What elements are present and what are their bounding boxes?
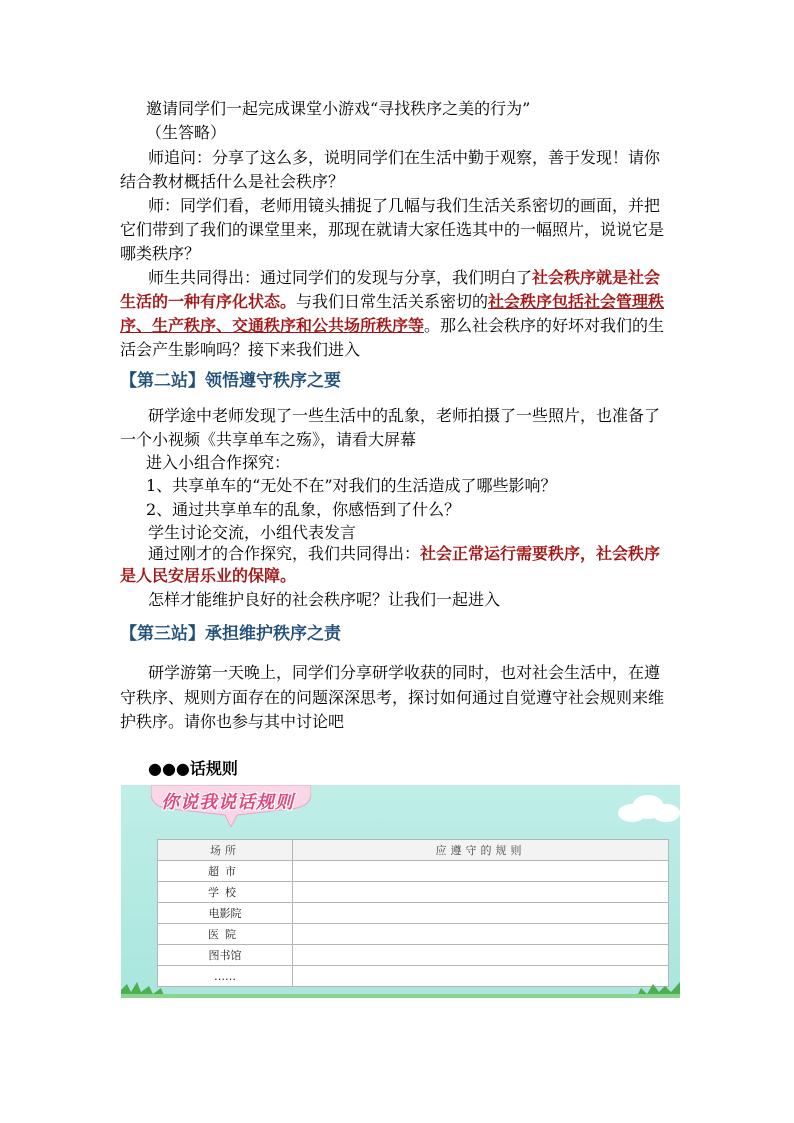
place-cell: 学校 — [158, 882, 293, 903]
place-cell: 医院 — [158, 924, 293, 945]
table-row — [158, 945, 669, 966]
banner-title: 你说我说话规则 — [161, 792, 294, 813]
paragraph-teacher-photo-line3: 哪类秩序？ — [120, 244, 201, 263]
emphasis-order-types-end: 序、生产秩序、交通秩序和公共场所秩序等 — [120, 316, 425, 335]
paragraph-conclusion-line4: 活会产生影响吗？接下来我们进入 — [120, 340, 361, 359]
emphasis-order-types: 社会秩序包括社会管理秩 — [488, 292, 665, 311]
place-cell: 超市 — [158, 861, 293, 882]
section-heading-station2: 【第二站】领悟遵守秩序之要 — [120, 371, 341, 391]
section-heading-station3: 【第三站】承担维护秩序之责 — [120, 624, 341, 644]
header-place: 场所 — [158, 840, 293, 861]
table-row — [158, 861, 669, 882]
section3-line3: 护秩序。请你也参与其中讨论吧 — [120, 712, 345, 731]
section2-line4: 学生讨论交流，小组代表发言 — [148, 523, 357, 542]
place-cell: …… — [158, 966, 293, 987]
section2-line6 — [0, 564, 794, 588]
section2-question2: 2、通过共享单车的乱象，你感悟到了什么？ — [146, 500, 461, 519]
paragraph-teacher-question-line1: 师追问：分享了这么多，说明同学们在生活中勤于观察，善于发现！请你 — [148, 148, 661, 167]
emphasis-society-needs-order: 社会正常运行需要秩序，社会秩序 — [420, 544, 661, 563]
section2-question1: 1、共享单车的“无处不在”对我们的生活造成了哪些影响？ — [146, 476, 557, 495]
paragraph-teacher-photo-line1: 师：同学们看，老师用镜头捕捉了几幅与我们生活关系密切的画面，并把 — [148, 196, 661, 215]
activity-title: ●●●话规则 — [148, 759, 238, 778]
table-row — [158, 924, 669, 945]
emphasis-definition: 社会秩序就是社会 — [532, 268, 661, 287]
rule-cell[interactable] — [293, 945, 669, 966]
rule-cell[interactable] — [293, 861, 669, 882]
section2-line2: 一个小视频《共享单车之殇》，请看大屏幕 — [120, 430, 417, 449]
place-cell: 图书馆 — [158, 945, 293, 966]
table-header-row — [158, 840, 669, 861]
section3-line1: 研学游第一天晚上，同学们分享研学收获的同时，也对社会生活中，在遵 — [148, 663, 661, 682]
table-row — [158, 903, 669, 924]
place-cell: 电影院 — [158, 903, 293, 924]
paragraph-teacher-question-line2: 结合教材概括什么是社会秩序？ — [120, 172, 345, 191]
table-row — [158, 882, 669, 903]
section2-line7: 怎样才能维护良好的社会秩序呢？让我们一起进入 — [148, 590, 501, 609]
emphasis-guarantee: 是人民安居乐业的保障。 — [120, 566, 297, 585]
paragraph-teacher-photo-line2: 它们带到了我们的课堂里来，那现在就请大家任选其中的一幅照片，说说它是 — [120, 220, 665, 239]
grass-decoration — [121, 980, 680, 998]
rule-cell[interactable] — [293, 924, 669, 945]
section2-line3: 进入小组合作探究： — [146, 453, 291, 472]
paragraph-conclusion-line1: 师生共同得出：通过同学们的发现与分享，我们明白了社会秩序就是社会 — [148, 268, 661, 287]
paragraph-conclusion-line3: 序、生产秩序、交通秩序和公共场所秩序等。那么社会秩序的好坏对我们的生 — [120, 316, 665, 335]
paragraph-game-invite: 邀请同学们一起完成课堂小游戏“寻找秩序之美的行为” — [146, 99, 531, 118]
section2-line1: 研学途中老师发现了一些生活中的乱象，老师拍摄了一些照片，也准备了 — [148, 406, 661, 425]
rule-cell[interactable] — [293, 882, 669, 903]
section3-line2: 守秩序、规则方面存在的问题深深思考，探讨如何通过自觉遵守社会规则来维 — [120, 688, 665, 707]
cloud-icon — [610, 793, 680, 823]
rule-cell[interactable] — [293, 903, 669, 924]
emphasis-definition-end: 生活的一种有序化状态。 — [120, 292, 297, 311]
rules-worksheet-figure — [121, 785, 680, 998]
rules-table — [157, 839, 669, 987]
section2-line5: 通过刚才的合作探究，我们共同得出：社会正常运行需要秩序，社会秩序 — [148, 544, 661, 563]
paragraph-student-answer: （生答略） — [146, 123, 227, 142]
header-rules: 应遵守的规则 — [293, 840, 669, 861]
paragraph-conclusion-line2: 生活的一种有序化状态。与我们日常生活关系密切的社会秩序包括社会管理秩 — [120, 292, 665, 311]
